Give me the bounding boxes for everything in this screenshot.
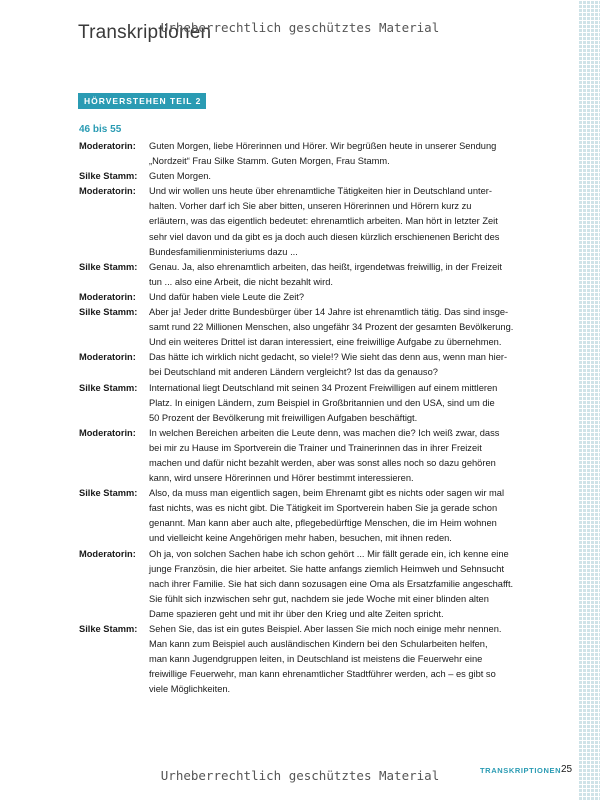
speech-line: bei mir zu Hause im Sportverein die Trainer und Trainerinnen das in ihrer Freizeit xyxy=(149,442,482,453)
speech-line: tun ... also eine Arbeit, die nicht bezahlt wird. xyxy=(149,276,333,287)
transcript-entry xyxy=(79,622,549,697)
speaker-label: Moderatorin: xyxy=(79,352,136,363)
speech-line: freiwillige Feuerwehr, man kann ehrenamtlicher Stadtführer werden, ach – es gibt so xyxy=(149,669,496,680)
page-title: Transkriptionen xyxy=(78,22,212,43)
speech-line: Sie fühlt sich inzwischen sehr gut, nachdem sie jede Woche mit einer blinden alten xyxy=(149,593,489,604)
speaker-label: Moderatorin: xyxy=(79,186,136,197)
speech-line: bei Deutschland mit anderen Ländern vergleicht? Ist das da genauso? xyxy=(149,367,438,378)
speech-line: nach ihrer Familie. Sie hat sich dann sozusagen eine Oma als Ersatzfamilie angeschafft. xyxy=(149,578,514,589)
transcript-entry xyxy=(79,426,549,486)
speech-line: fast nichts, was es nicht gibt. Die Tätigkeit im Sportverein haben Sie ja gerade schon xyxy=(149,503,498,514)
speech-line: Sehen Sie, das ist ein gutes Beispiel. Aber lassen Sie mich noch einige mehr nennen. xyxy=(149,624,502,634)
speaker-label: Silke Stamm: xyxy=(79,171,138,182)
speaker-label: Moderatorin: xyxy=(79,427,136,438)
speech-line: Platz. In einigen Ländern, zum Beispiel in Großbritannien und den USA, sind um die xyxy=(149,397,495,408)
speech-line: Genau. Ja, also ehrenamtlich arbeiten, das heißt, irgendetwas freiwillig, in der Freizeit xyxy=(149,261,502,272)
page-number: 25 xyxy=(561,764,573,775)
speech-text xyxy=(149,184,549,259)
speech-text xyxy=(149,622,549,697)
transcript-entry xyxy=(79,169,549,184)
speech-text xyxy=(149,169,549,184)
speech-line: Das hätte ich wirklich nicht gedacht, so viele!? Wie sieht das denn aus, wenn man hier- xyxy=(149,352,508,363)
speech-text xyxy=(149,350,549,380)
speech-line: Aber ja! Jeder dritte Bundesbürger über 14 Jahre ist ehrenamtlich tätig. Das sind insge- xyxy=(149,307,509,318)
transcript-entry xyxy=(79,260,549,290)
transcript-entry xyxy=(79,547,549,622)
speaker-label: Silke Stamm: xyxy=(79,624,138,634)
speech-line: Also, da muss man eigentlich sagen, beim Ehrenamt gibt es nichts oder sagen wir mal xyxy=(149,488,505,499)
speech-line: machen und dafür nicht bezahlt werden, aber was sonst alles noch so dazu gehören xyxy=(149,457,496,468)
speech-line: „Nordzeit“ Frau Silke Stamm. Guten Morgen, Frau Stamm. xyxy=(149,156,390,167)
speech-line: Man kann zum Beispiel auch ausländischen Kindern bei den Schularbeiten helfen, xyxy=(149,639,488,650)
speech-line: viele Möglichkeiten. xyxy=(149,684,231,695)
speech-line: Bundesfamilienministeriums dazu ... xyxy=(149,246,298,257)
speech-line: genannt. Man kann aber auch alte, pflegebedürftige Menschen, die im Heim wohnen xyxy=(149,518,497,529)
transcript xyxy=(79,139,549,697)
speech-line: Und dafür haben viele Leute die Zeit? xyxy=(149,291,305,302)
section-badge: HÖRVERSTEHEN TEIL 2 xyxy=(78,93,206,109)
speaker-label: Silke Stamm: xyxy=(79,382,138,393)
speech-text xyxy=(149,486,549,546)
watermark-top: Urheberrechtlich geschütztes Material xyxy=(160,20,440,35)
speech-line: man kann Jugendgruppen leiten, in Deutschland ist meistens die Feuerwehr eine xyxy=(149,654,483,665)
speaker-label: Silke Stamm: xyxy=(79,488,138,499)
speech-line: Und ein weiteres Drittel ist daran interessiert, eine freiwillige Aufgabe zu übernehmen. xyxy=(149,337,502,348)
decorative-side-strip xyxy=(578,0,600,800)
transcript-entry xyxy=(79,486,549,546)
speaker-label: Moderatorin: xyxy=(79,291,136,302)
speech-line: Und wir wollen uns heute über ehrenamtliche Tätigkeiten hier in Deutschland unter- xyxy=(149,186,492,197)
speech-line: International liegt Deutschland mit seinen 34 Prozent Freiwilligen auf einem mittleren xyxy=(149,382,498,393)
speech-line: Oh ja, von solchen Sachen habe ich schon gehört ... Mir fällt gerade ein, ich kenne eine xyxy=(149,548,509,559)
speaker-label: Silke Stamm: xyxy=(79,307,138,318)
transcript-entry xyxy=(79,350,549,380)
track-range: 46 bis 55 xyxy=(79,124,122,135)
transcript-entry xyxy=(79,305,549,350)
speech-line: halten. Vorher darf ich Sie aber bitten, unseren Hörerinnen und Hörern kurz zu xyxy=(149,201,472,212)
speech-text xyxy=(149,381,549,426)
transcript-entry xyxy=(79,381,549,426)
speech-line: erläutern, was das eigentlich bedeutet: ehrenamtlich arbeiten. Man hört in letzter Zeit xyxy=(149,216,498,227)
speaker-label: Silke Stamm: xyxy=(79,261,138,272)
footer-label: TRANSKRIPTIONEN xyxy=(480,766,562,775)
speech-line: Guten Morgen, liebe Hörerinnen und Hörer. Wir begrüßen heute in unserer Sendung xyxy=(149,141,497,151)
speaker-label: Moderatorin: xyxy=(79,141,136,151)
speech-line: junge Französin, die hier arbeitet. Sie hatte anfangs ziemlich Heimweh und Sehnsucht xyxy=(149,563,505,574)
speech-text xyxy=(149,547,549,622)
speech-line: Dame spazieren geht und mit ihr über den Krieg und alte Zeiten spricht. xyxy=(149,608,444,619)
speech-text xyxy=(149,290,549,305)
speech-text xyxy=(149,139,549,169)
watermark-bottom: Urheberrechtlich geschütztes Material xyxy=(160,768,440,783)
speech-line: sehr viel davon und da gibt es ja doch auch diesen kürzlich erschienenen Bericht des xyxy=(149,231,500,242)
transcript-entry xyxy=(79,139,549,169)
speaker-label: Moderatorin: xyxy=(79,548,136,559)
speech-line: kann, wird unsere Hörerinnen und Hörer bestimmt interessieren. xyxy=(149,473,414,484)
speech-text xyxy=(149,260,549,290)
transcript-entry xyxy=(79,184,549,259)
speech-line: samt rund 22 Millionen Menschen, also ungefähr 34 Prozent der gesamten Bevölkerung. xyxy=(149,322,514,333)
speech-text xyxy=(149,426,549,486)
speech-line: Guten Morgen. xyxy=(149,171,212,182)
speech-text xyxy=(149,305,549,350)
transcript-entry xyxy=(79,290,549,305)
speech-line: 50 Prozent der Bevölkerung mit freiwilligen Aufgaben beschäftigt. xyxy=(149,412,418,423)
speech-line: In welchen Bereichen arbeiten die Leute denn, was machen die? Ich weiß zwar, dass xyxy=(149,427,500,438)
speech-line: und vielleicht keine Angehörigen mehr haben, besuchen, mit ihnen reden. xyxy=(149,533,452,544)
